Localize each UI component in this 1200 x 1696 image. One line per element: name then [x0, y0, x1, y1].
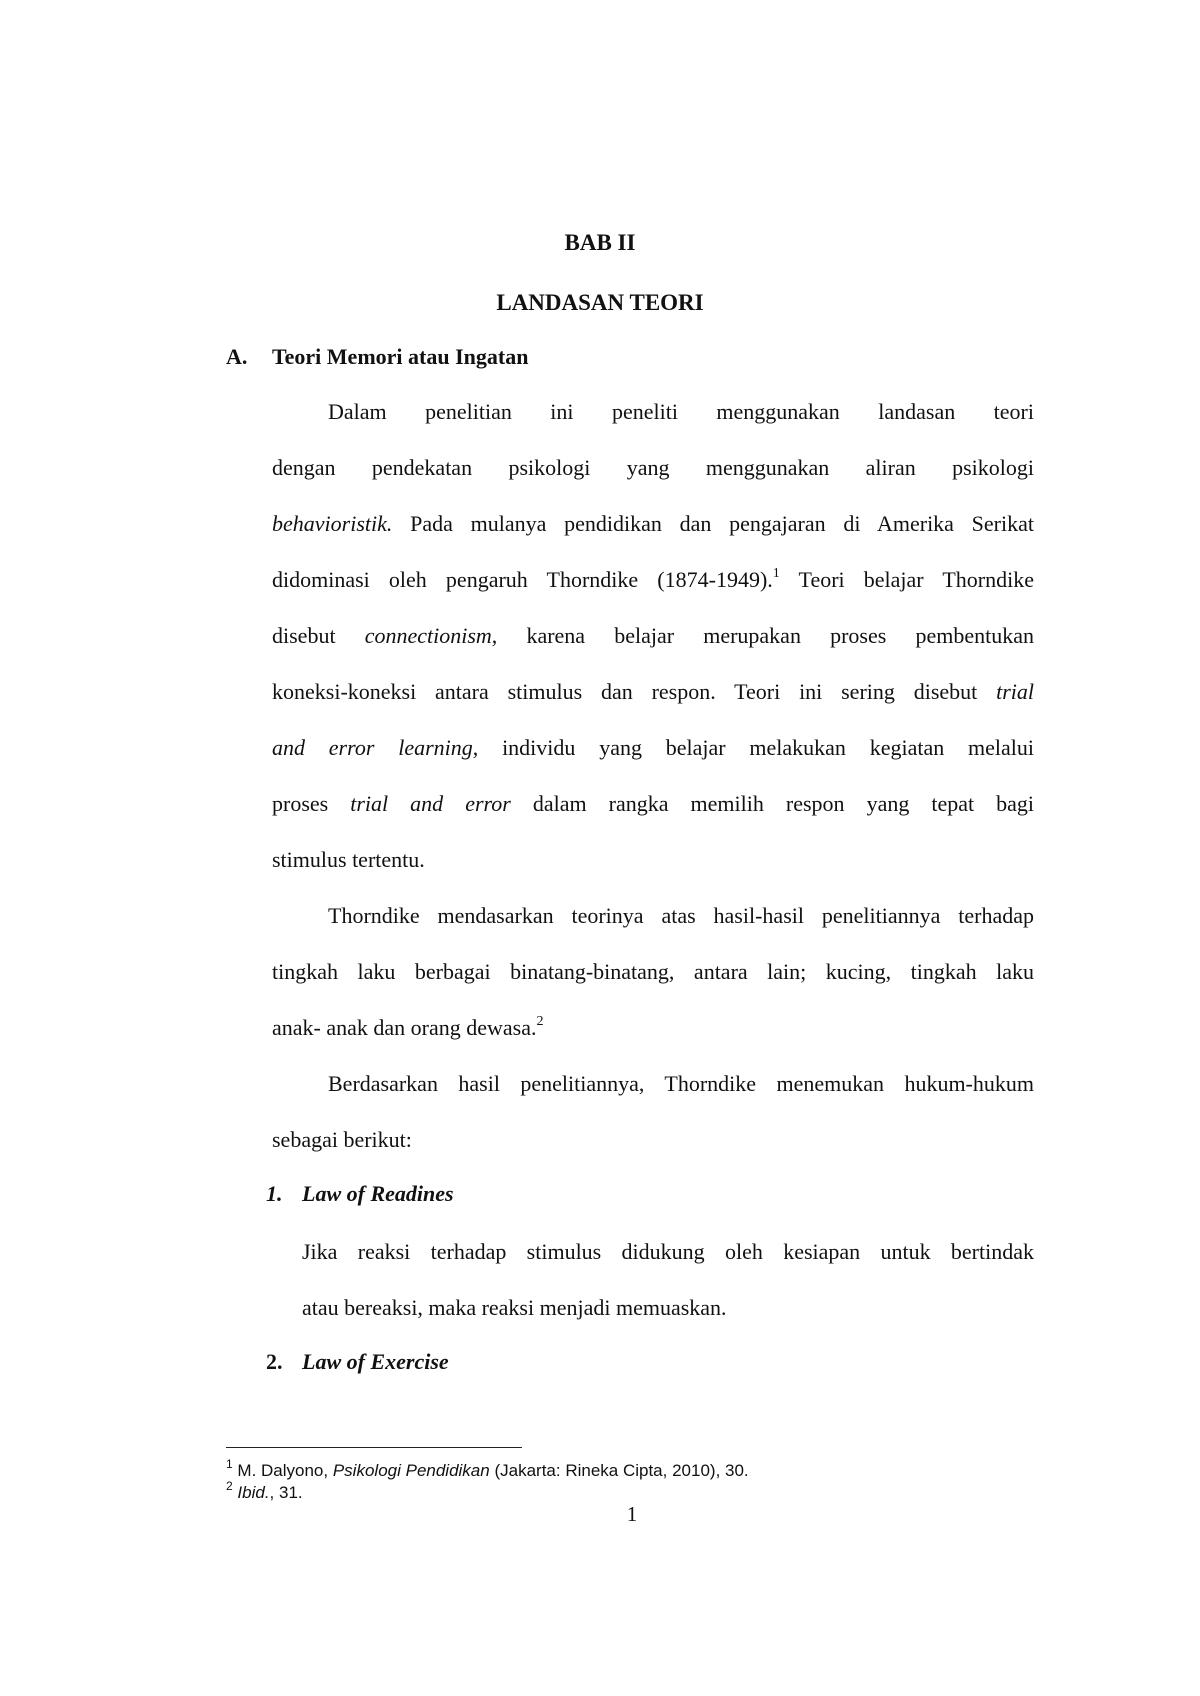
italic-term: and error learning: [272, 735, 473, 760]
section-title: Teori Memori atau Ingatan: [272, 344, 529, 369]
paragraph-line: Jika reaksi terhadap stimulus didukung oleh kesiapan untuk bertindak: [302, 1239, 1034, 1264]
chapter-number: BAB II: [564, 230, 636, 255]
footnote-1: $^1$ M. Dalyono, Psikologi Pendidikan (Jakarta: Rineka Cipta, 2010), 30.: [226, 1457, 749, 1480]
paragraph-line: disebut connectionism, karena belajar merupakan proses pembentukan: [272, 623, 1034, 648]
paragraph-line: sebagai berikut:: [272, 1127, 412, 1152]
paragraph-line: proses trial and error dalam rangka memilih respon yang tepat bagi: [272, 791, 1035, 816]
paragraph-line: Dalam penelitian ini peneliti menggunakan landasan teori: [328, 399, 1034, 424]
italic-term: trial and error: [350, 791, 511, 816]
paragraph-line: atau bereaksi, maka reaksi menjadi memuaskan.: [302, 1295, 727, 1320]
law-title: Law of Readines: [302, 1181, 454, 1206]
footnote-separator: [226, 1447, 522, 1448]
section-heading-a: [226, 344, 528, 370]
law-number: 2.: [266, 1349, 283, 1374]
law-number: 1.: [266, 1181, 283, 1206]
paragraph-line: behavioristik. Pada mulanya pendidikan dan pengajaran di Amerika Serikat: [272, 511, 1034, 536]
law-heading-2: [266, 1349, 449, 1375]
footnote-ref: 2: [536, 1013, 544, 1029]
paragraph-line: anak- anak dan orang dewasa.$^2$: [272, 1013, 544, 1040]
paragraph-line: Berdasarkan hasil penelitiannya, Thorndike menemukan hukum-hukum: [328, 1071, 1034, 1096]
footnote-2: $^2$ Ibid., 31.: [226, 1479, 303, 1502]
law-heading-1: [266, 1181, 454, 1207]
italic-term: connectionism: [364, 623, 492, 648]
section-label: A.: [226, 344, 248, 369]
paragraph-line: Thorndike mendasarkan teorinya atas hasil-hasil penelitiannya terhadap: [328, 903, 1034, 928]
footnote-ref: 1: [772, 565, 780, 581]
paragraph-line: koneksi-koneksi antara stimulus dan respon. Teori ini sering disebut trial: [272, 679, 1034, 704]
paragraph-line: dengan pendekatan psikologi yang menggunakan aliran psikologi: [272, 455, 1034, 480]
chapter-title: LANDASAN TEORI: [496, 290, 704, 315]
law-title: Law of Exercise: [302, 1349, 449, 1374]
paragraph-line: tingkah laku berbagai binatang-binatang, antara lain; kucing, tingkah laku: [272, 959, 1034, 984]
paragraph-line: didominasi oleh pengaruh Thorndike (1874-1949).$^1$ Teori belajar Thorndike: [272, 565, 1035, 592]
italic-term: trial: [996, 679, 1034, 704]
paragraph-line: stimulus tertentu.: [272, 847, 425, 872]
paragraph-line: and error learning, individu yang belajar melakukan kegiatan melalui: [272, 735, 1035, 760]
page-number: 1: [626, 1502, 638, 1526]
italic-term: behavioristik.: [272, 511, 393, 536]
